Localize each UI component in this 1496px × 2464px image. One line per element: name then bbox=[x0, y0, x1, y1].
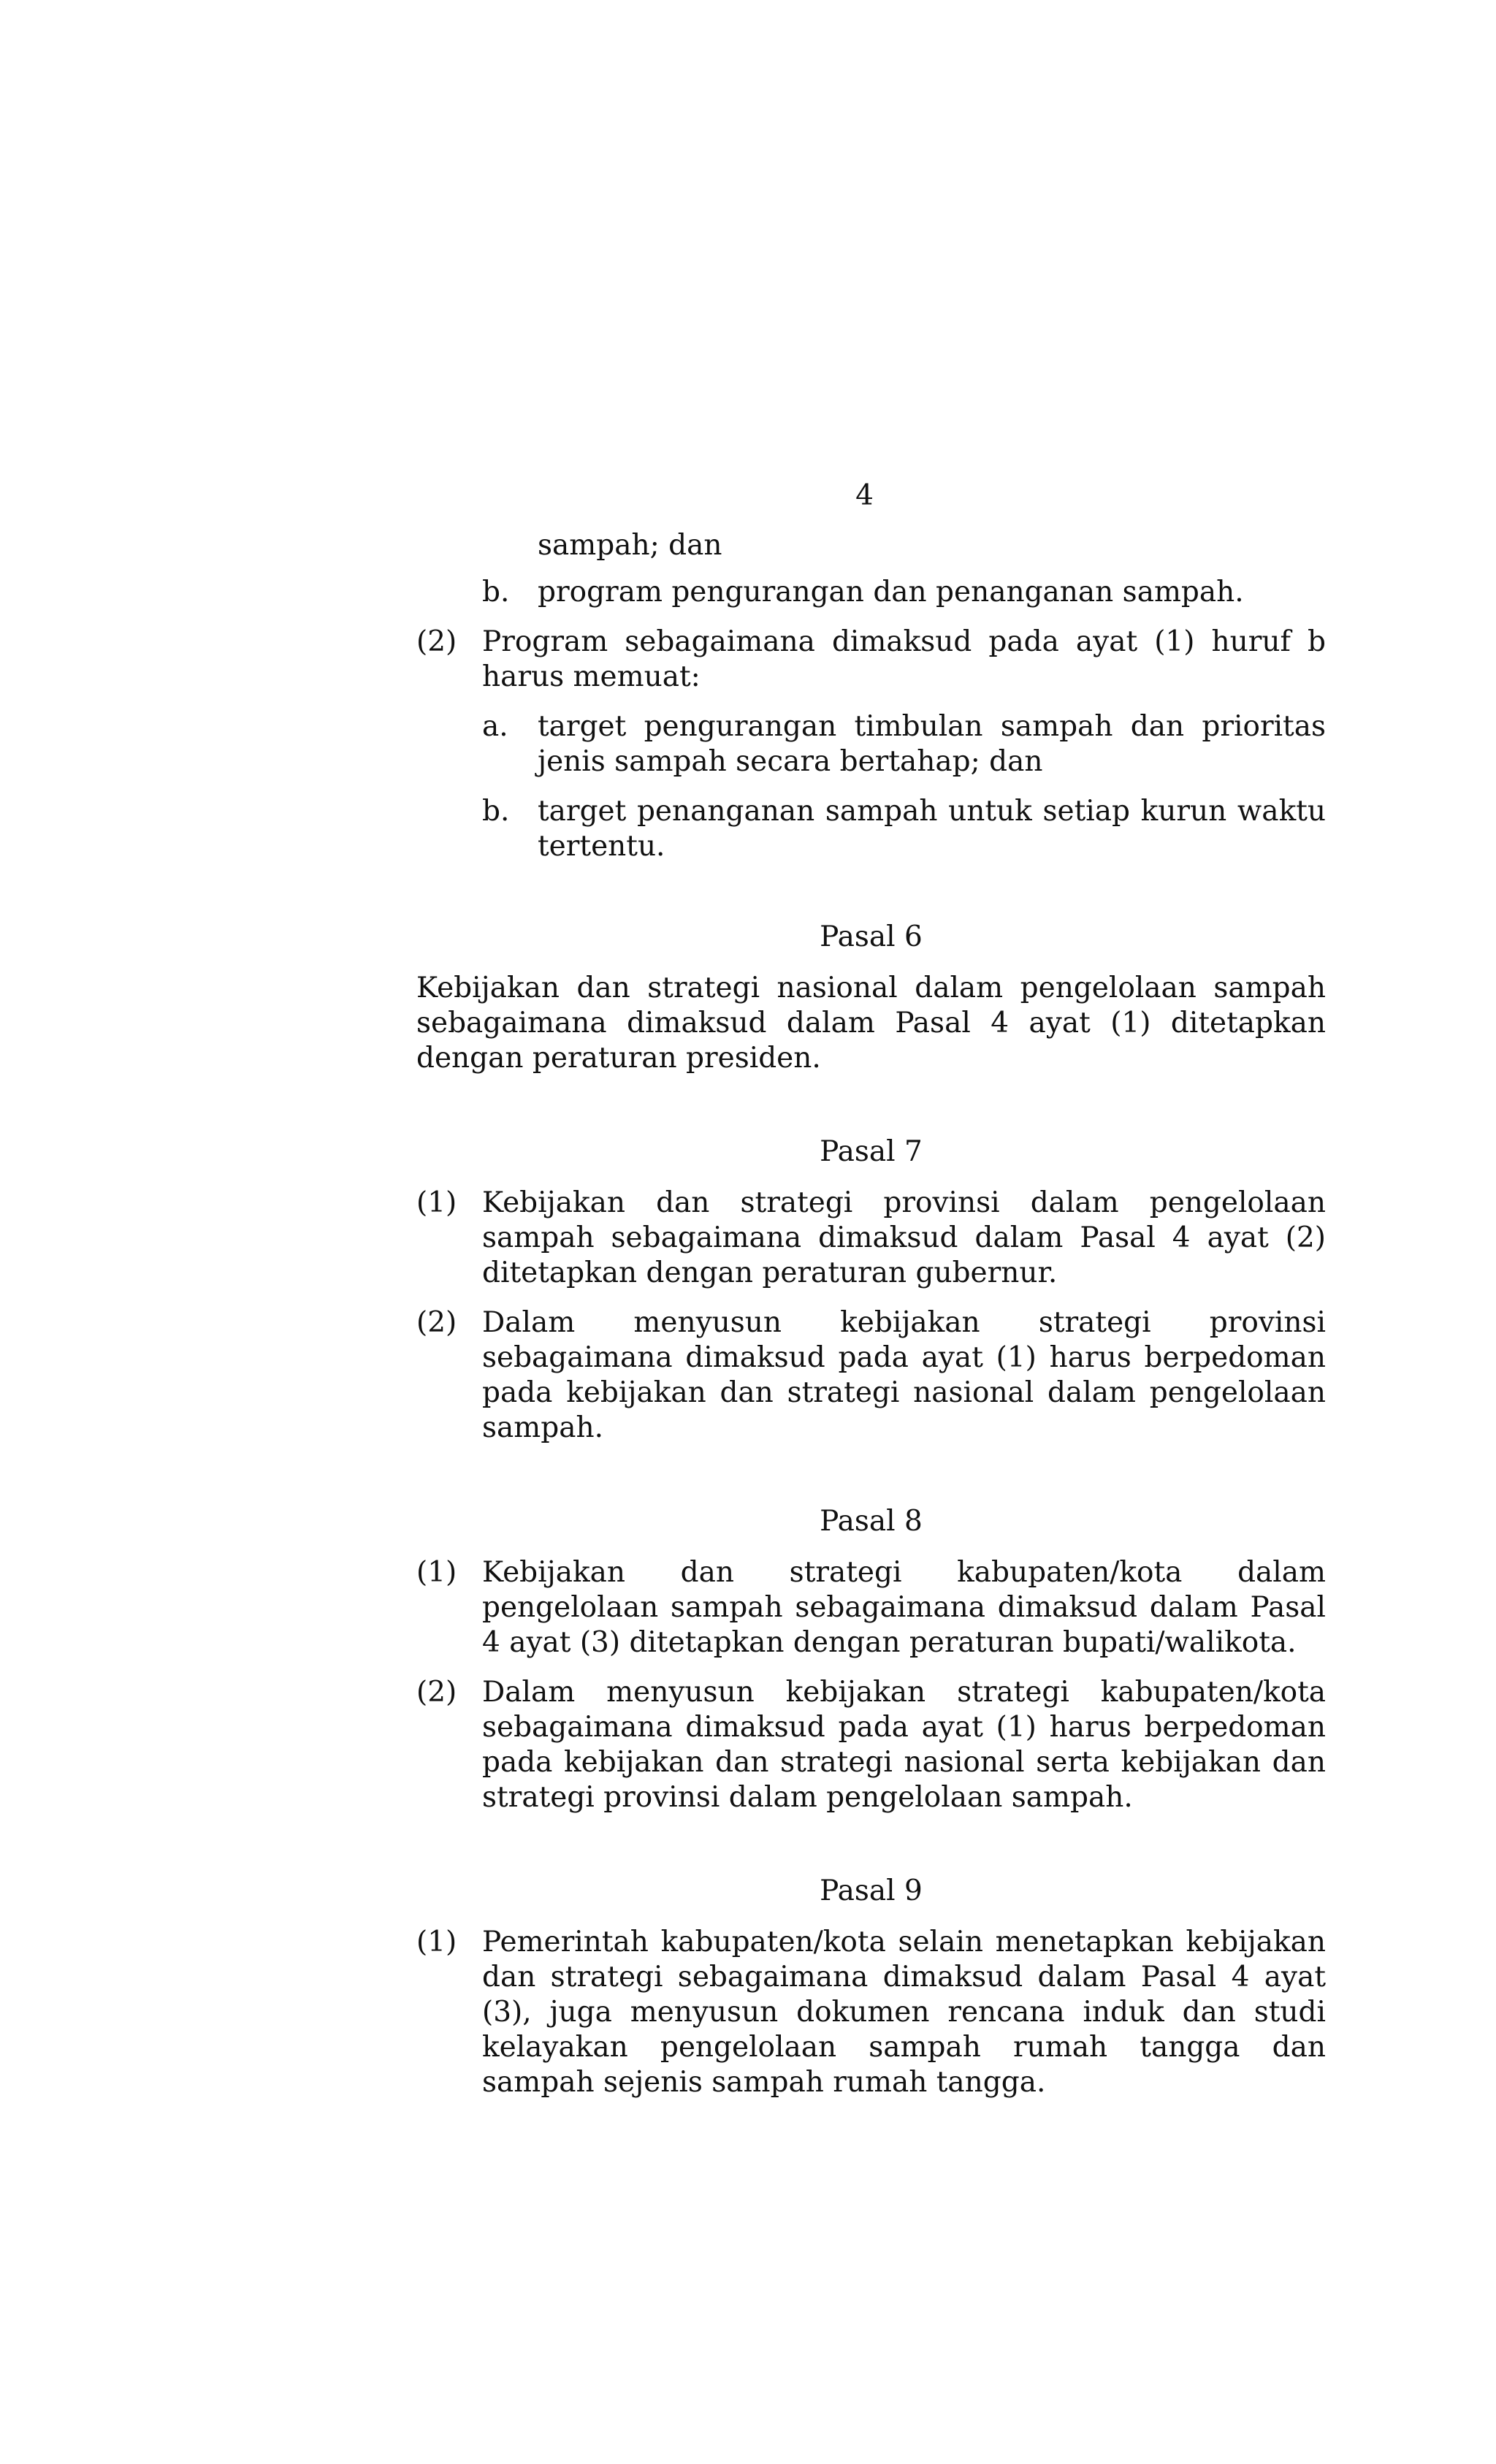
ayat-number: (1) bbox=[416, 1186, 457, 1219]
ayat-number: (2) bbox=[416, 625, 457, 658]
continuation-tail: sampah; dan bbox=[538, 529, 722, 562]
ayat-number: (2) bbox=[416, 1676, 457, 1709]
ayat-number: (1) bbox=[416, 1556, 457, 1589]
ayat-text: Pemerintah kabupaten/kota selain menetapkan kebijakan dan strategi sebagaimana dimaksud dalam Pasal 4 ayat (3), juga menyusun dokumen rencana induk dan studi kelayakan pengelolaan sampah rumah tangga dan sampah sejenis sampah rumah tangga. bbox=[482, 1926, 1326, 2099]
continuation-item-b bbox=[416, 575, 1326, 610]
ayat-2 bbox=[416, 1305, 1326, 1446]
ayat-text: Dalam menyusun kebijakan strategi kabupaten/kota sebagaimana dimaksud pada ayat (1) harus berpedoman pada kebijakan dan strategi nasional serta kebijakan dan strategi provinsi dalam pengelolaan sampah. bbox=[482, 1676, 1326, 1814]
item-letter: b. bbox=[482, 795, 510, 828]
item-letter: a. bbox=[482, 710, 508, 743]
document-page bbox=[416, 478, 1326, 2100]
pasal-text: Kebijakan dan strategi nasional dalam pengelolaan sampah sebagaimana dimaksud dalam Pasal 4 ayat (1) ditetapkan dengan peraturan presiden. bbox=[416, 972, 1326, 1075]
pasal-title: Pasal 8 bbox=[820, 1505, 923, 1538]
item-text: program pengurangan dan penanganan sampah. bbox=[538, 576, 1244, 609]
pasal-9 bbox=[416, 1874, 1326, 2100]
ayat-1 bbox=[416, 1186, 1326, 1291]
item-text: target penanganan sampah untuk setiap kurun waktu tertentu. bbox=[538, 795, 1326, 863]
list-item bbox=[482, 794, 1326, 864]
ayat-2 bbox=[416, 625, 1326, 864]
ayat-text: Kebijakan dan strategi provinsi dalam pengelolaan sampah sebagaimana dimaksud dalam Pasal 4 ayat (2) ditetapkan dengan peraturan gubernur. bbox=[482, 1186, 1326, 1289]
ayat-1 bbox=[416, 1925, 1326, 2100]
item-text: target pengurangan timbulan sampah dan prioritas jenis sampah secara bertahap; dan bbox=[538, 710, 1326, 778]
ayat-2 bbox=[416, 1675, 1326, 1815]
ayat-number: (1) bbox=[416, 1926, 457, 1958]
ayat-text: Program sebagaimana dimaksud pada ayat (1) huruf b harus memuat: bbox=[482, 625, 1326, 693]
ayat-text: Dalam menyusun kebijakan strategi provinsi sebagaimana dimaksud pada ayat (1) harus berpedoman pada kebijakan dan strategi nasional dalam pengelolaan sampah. bbox=[482, 1306, 1326, 1444]
ayat-text: Kebijakan dan strategi kabupaten/kota dalam pengelolaan sampah sebagaimana dimaksud dalam Pasal 4 ayat (3) ditetapkan dengan peraturan bupati/walikota. bbox=[482, 1556, 1326, 1659]
pasal-title: Pasal 9 bbox=[820, 1874, 923, 1907]
ayat-1 bbox=[416, 1555, 1326, 1660]
continuation-section bbox=[416, 528, 1326, 864]
ayat-number: (2) bbox=[416, 1306, 457, 1339]
pasal-8 bbox=[416, 1504, 1326, 1815]
pasal-7 bbox=[416, 1134, 1326, 1446]
page-number: 4 bbox=[855, 479, 874, 512]
pasal-title: Pasal 6 bbox=[820, 920, 923, 953]
list-item bbox=[482, 709, 1326, 779]
pasal-title: Pasal 7 bbox=[820, 1135, 923, 1168]
pasal-6 bbox=[416, 920, 1326, 1076]
item-letter: b. bbox=[482, 576, 510, 609]
